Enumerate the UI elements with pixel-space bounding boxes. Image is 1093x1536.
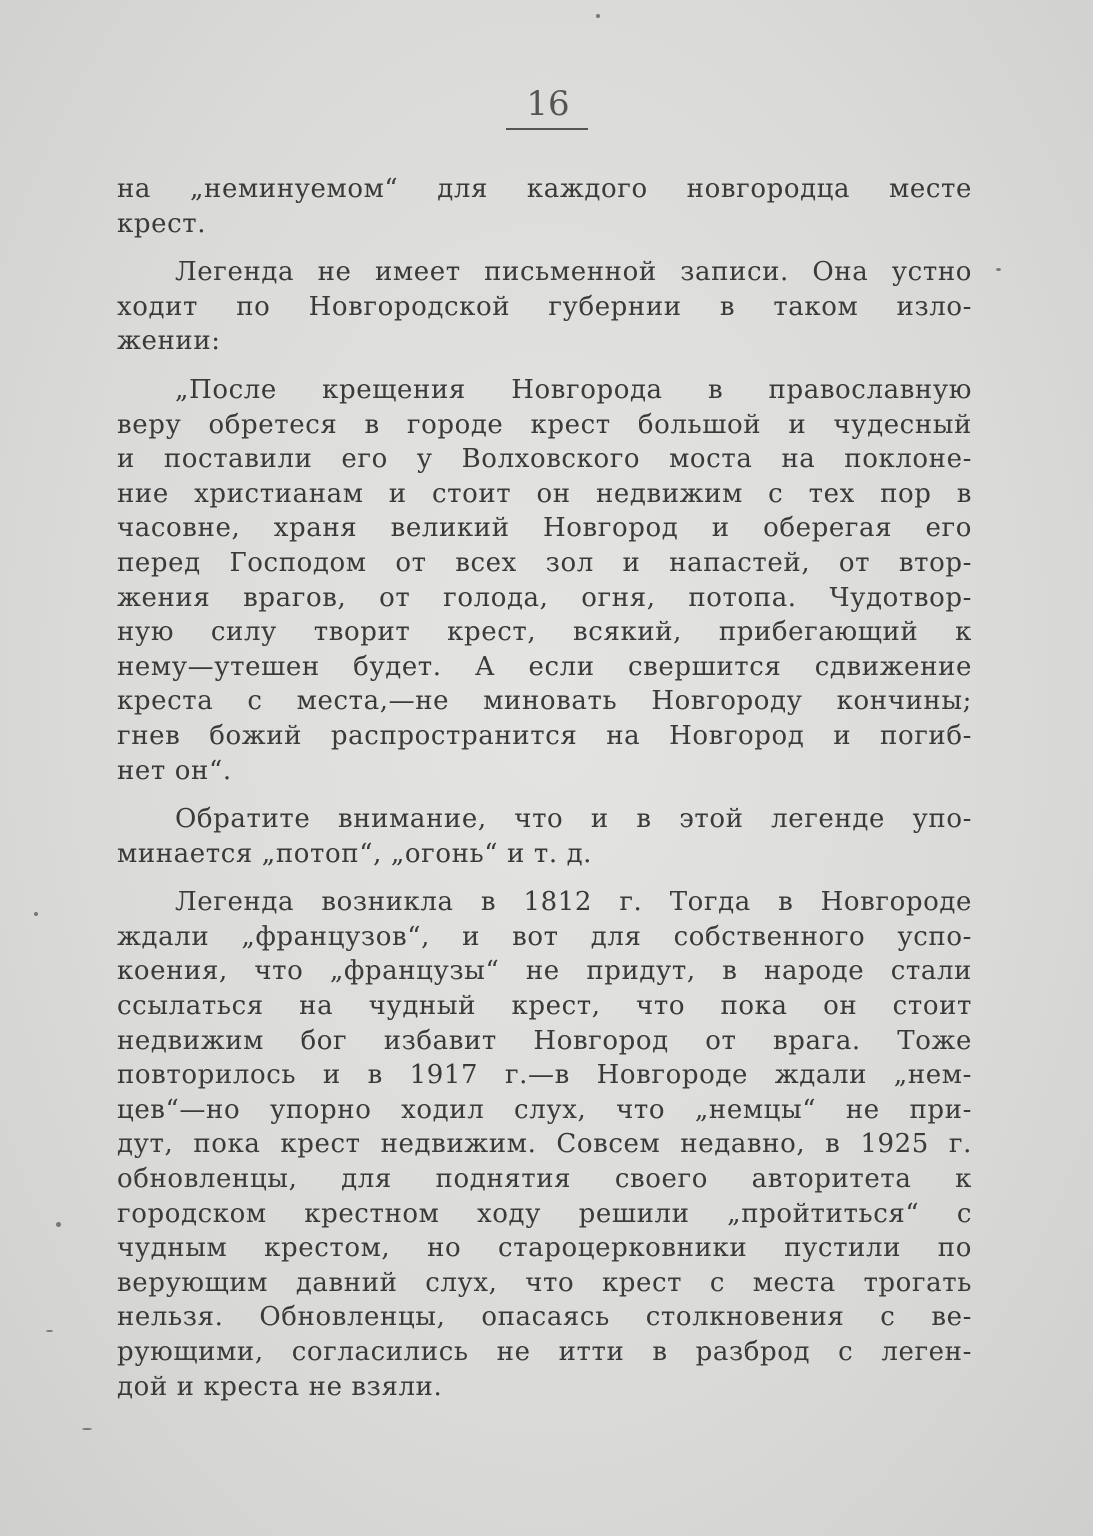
print-speck [596,14,600,18]
text-line: обновленцы, для поднятия своего авторитета к [117,1164,972,1195]
paragraph-continuation [117,172,972,241]
text-line: ние христианам и стоит он недвижим с тех пор в [117,478,972,509]
text-line: недвижим бог избавит Новгород от врага. Тоже [117,1025,972,1056]
text-line: ходит по Новгородской губернии в таком изло- [117,291,972,322]
text-line: цев“—но упорно ходил слух, что „немцы“ не при- [117,1094,972,1125]
text-line: дой и креста не взяли. [117,1371,443,1402]
print-speck [996,268,1001,271]
body-text [117,172,972,1404]
text-line: верующим давний слух, что крест с места трогать [117,1267,972,1298]
text-line: креста с места,—не миновать Новгороду кончины; [117,686,972,717]
text-line: ссылаться на чудный крест, что пока он стоит [117,991,972,1022]
text-line: минается „потоп“, „огонь“ и т. д. [117,838,593,869]
paragraph-attention [117,802,972,871]
page-number-rule [506,128,588,130]
text-line: на „неминуемом“ для каждого новгородца месте [117,174,972,204]
text-line: рующими, согласились не итти в разброд с леген- [117,1337,972,1367]
text-line: „После крещения Новгорода в православную [175,374,972,405]
print-speck [34,912,38,916]
text-line: ждали „французов“, и вот для собственного успо- [117,921,972,952]
text-line: чудным крестом, но староцерковники пустили по [117,1233,972,1264]
text-line: перед Господом от всех зол и напастей, от втор- [117,547,972,578]
paragraph-legend-intro [117,255,972,359]
print-speck [56,1222,61,1227]
text-line: крест. [117,208,207,239]
text-line: Обратите внимание, что и в этой легенде упо- [175,804,972,835]
text-line: и поставили его у Волховского моста на поклоне- [117,444,972,475]
text-line: нельзя. Обновленцы, опасаясь столкновения с ве- [117,1302,972,1333]
text-line: гнев божий распространится на Новгород и погиб- [117,720,972,751]
text-line: жения врагов, от голода, огня, потопа. Чудотвор- [117,582,972,613]
text-line: веру обретеся в городе крест большой и чудесный [117,409,972,440]
print-speck [82,1428,92,1430]
text-line: повторилось и в 1917 г.—в Новгороде ждали „нем- [117,1060,972,1091]
paragraph-origin [117,885,972,1404]
text-line: ную силу творит крест, всякий, прибегающий к [117,617,972,648]
page-number: 16 [526,84,570,124]
text-line: Легенда не имеет письменной записи. Она устно [175,257,972,288]
paragraph-legend-quote [117,373,972,788]
text-line: жении: [117,326,221,357]
text-line: часовне, храня великий Новгород и оберегая его [117,513,972,544]
text-line: нет он“. [117,755,232,786]
text-line: нему—утешен будет. А если свершится сдвижение [117,651,972,682]
text-line: коения, что „французы“ не придут, в народе стали [117,956,972,987]
text-line: городском крестном ходу решили „пройтиться“ с [117,1198,972,1229]
print-speck [46,1330,53,1332]
text-line: Легенда возникла в 1812 г. Тогда в Новгороде [175,887,972,918]
text-line: дут, пока крест недвижим. Совсем недавно, в 1925 г. [117,1129,972,1160]
